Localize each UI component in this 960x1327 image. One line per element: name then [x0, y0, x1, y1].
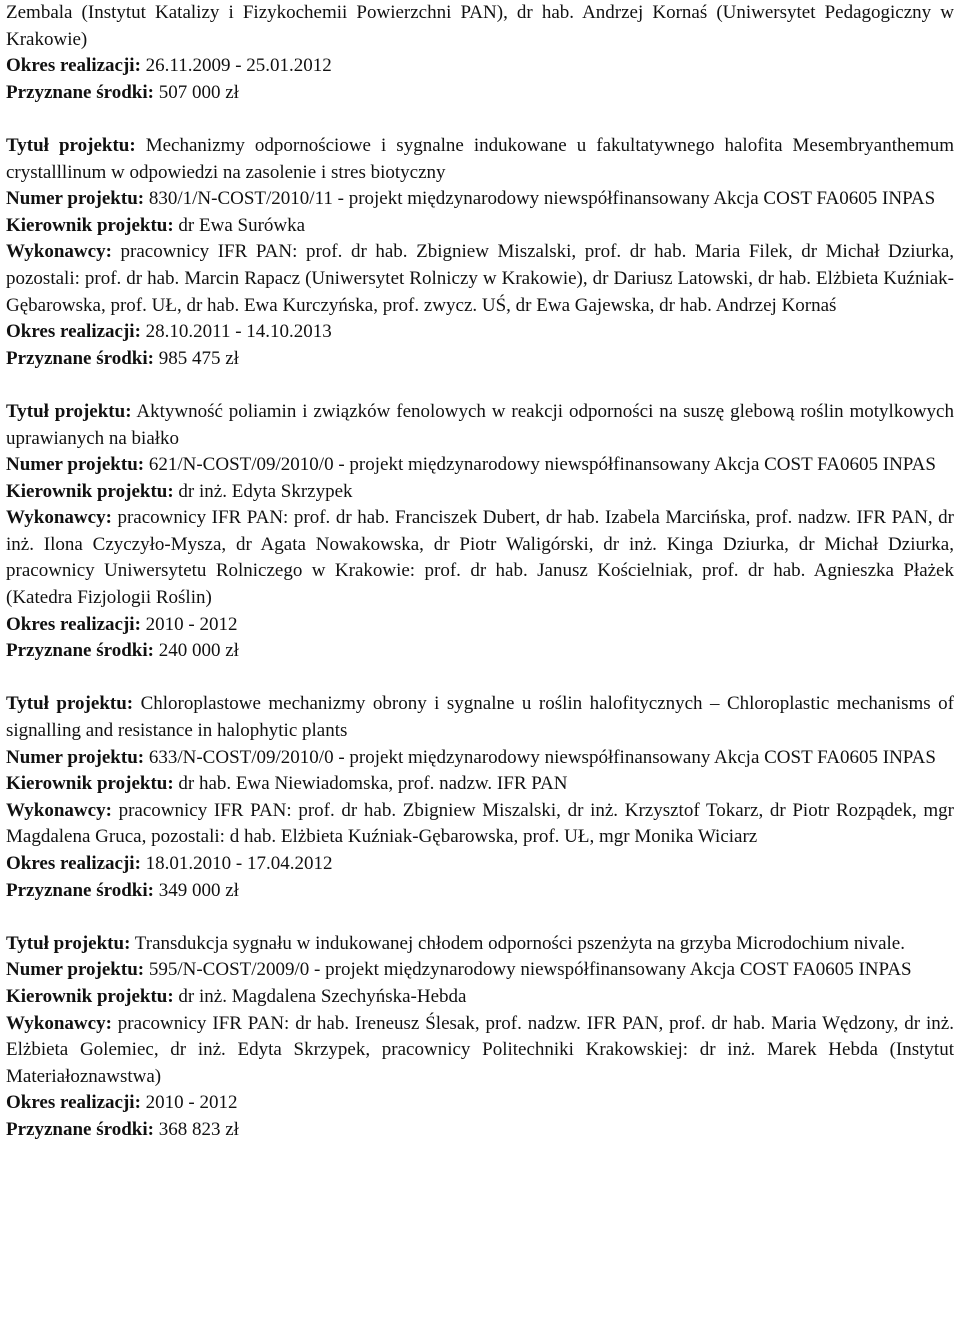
srodki-value: 507 000 zł: [153, 81, 239, 103]
numer-label: Numer projektu:: [6, 188, 145, 210]
project-period: [6, 319, 954, 346]
wykonawcy-value: pracownicy IFR PAN: prof. dr hab. Zbigniew Miszalski, dr inż. Krzysztof Tokarz, dr Piotr Rozpądek, mgr Magdalena Gruca, pozostali: d hab. Elżbieta Kuźniak-Gębarowska, prof. UŁ, mgr Monika Wiciarz: [6, 799, 954, 848]
srodki-label: Przyznane środki:: [6, 640, 154, 662]
project-manager: [6, 479, 954, 506]
project-entry: [6, 399, 954, 665]
project-entry: [6, 931, 954, 1144]
tytul-value: Transdukcja sygnału w indukowanej chłodem odporności pszenżyta na grzyba Microdochium nivale.: [130, 932, 905, 954]
wykonawcy-label: Wykonawcy:: [6, 799, 112, 821]
project-title: [6, 931, 954, 958]
project-title: [6, 133, 954, 186]
intro-wykonawcy-tail: Zembala (Instytut Katalizy i Fizykochemii Powierzchni PAN), dr hab. Andrzej Kornaś (Uniwersytet Pedagogiczny w Krakowie): [6, 2, 954, 50]
spacer: [6, 665, 954, 692]
tytul-value: Chloroplastowe mechanizmy obrony i sygnalne u roślin halofitycznych – Chloroplastic mechanisms of signalling and resistance in halophytic plants: [6, 693, 954, 742]
project-contractors: [6, 1011, 954, 1091]
srodki-label: Przyznane środki:: [6, 1118, 154, 1140]
project-period: [6, 612, 954, 639]
tytul-value: Mechanizmy odpornościowe i sygnalne indukowane u fakultatywnego halofita Mesembryanthemum crystalllinum w odpowiedzi na zasolenie i stres biotyczny: [6, 134, 955, 183]
project-title: [6, 691, 954, 744]
okres-value: 26.11.2009 - 25.01.2012: [140, 55, 332, 77]
okres-label: Okres realizacji:: [6, 613, 141, 635]
tytul-value: Aktywność poliamin i związków fenolowych w reakcji odporności na suszę glebową roślin motylkowych uprawianych na białko: [6, 400, 954, 449]
wykonawcy-label: Wykonawcy:: [6, 507, 112, 529]
project-contractors: [6, 798, 954, 851]
srodki-label: Przyznane środki:: [6, 81, 154, 103]
okres-label: Okres realizacji:: [6, 1092, 141, 1114]
srodki-value: 985 475 zł: [153, 347, 239, 369]
kierownik-label: Kierownik projektu:: [6, 480, 174, 502]
srodki-value: 368 823 zł: [153, 1118, 239, 1140]
okres-label: Okres realizacji:: [6, 55, 141, 77]
okres-label: Okres realizacji:: [6, 321, 141, 343]
project-period: [6, 851, 954, 878]
tytul-label: Tytuł projektu:: [6, 134, 136, 156]
wykonawcy-value: pracownicy IFR PAN: prof. dr hab. Zbigniew Miszalski, prof. dr hab. Maria Filek, dr Michał Dziurka, pozostali: prof. dr hab. Marcin Rapacz (Uniwersytet Rolniczy w Krakowie), dr Dariusz Latowski, dr hab. Elżbieta Kuźniak-Gębarowska, prof. UŁ, dr hab. Ewa Kurczyńska, prof. zwycz. UŚ, dr Ewa Gajewska, dr hab. Andrzej Kornaś: [6, 241, 954, 316]
wykonawcy-value: pracownicy IFR PAN: dr hab. Ireneusz Ślesak, prof. nadzw. IFR PAN, prof. dr hab. Maria Wędzony, dr inż. Elżbieta Golemiec, dr inż. Edyta Skrzypek, pracownicy Politechniki Krakowskiej: dr inż. Marek Hebda (Instytut Materiałoznawstwa): [6, 1012, 954, 1087]
numer-value: 633/N-COST/09/2010/0 - projekt międzynarodowy niewspółfinansowany Akcja COST FA0605 INPAS: [144, 746, 936, 768]
numer-value: 830/1/N-COST/2010/11 - projekt międzynarodowy niewspółfinansowany Akcja COST FA0605 INPAS: [144, 188, 936, 210]
wykonawcy-value: pracownicy IFR PAN: prof. dr hab. Franciszek Dubert, dr hab. Izabela Marcińska, prof. nadzw. IFR PAN, dr inż. Ilona Czyczyło-Mysza, dr Agata Nowakowska, dr Piotr Waligórski, dr inż. Kinga Dziurka, dr Michał Dziurka, pracownicy Uniwersytetu Rolniczego w Krakowie: prof. dr hab. Janusz Kościelniak, prof. dr hab. Agnieszka Płażek (Katedra Fizjologii Roślin): [6, 507, 954, 609]
okres-label: Okres realizacji:: [6, 853, 141, 874]
numer-label: Numer projektu:: [6, 454, 145, 476]
project-entry: [6, 133, 954, 372]
tytul-label: Tytuł projektu:: [6, 400, 132, 422]
project-funds: [6, 1117, 954, 1144]
project-title: [6, 399, 954, 452]
project-funds: [6, 638, 954, 665]
project-entry: [6, 691, 954, 904]
kierownik-label: Kierownik projektu:: [6, 985, 174, 1007]
kierownik-label: Kierownik projektu:: [6, 773, 174, 795]
project-contractors: [6, 239, 954, 319]
kierownik-value: dr inż. Magdalena Szechyńska-Hebda: [173, 985, 467, 1007]
wykonawcy-label: Wykonawcy:: [6, 241, 112, 263]
intro-srodki: [6, 80, 954, 107]
spacer: [6, 106, 954, 133]
numer-value: 595/N-COST/2009/0 - projekt międzynarodowy niewspółfinansowany Akcja COST FA0605 INPAS: [144, 959, 912, 981]
project-number: [6, 186, 954, 213]
srodki-label: Przyznane środki:: [6, 347, 154, 369]
srodki-value: 349 000 zł: [153, 879, 239, 901]
tytul-label: Tytuł projektu:: [6, 932, 131, 954]
srodki-label: Przyznane środki:: [6, 879, 154, 901]
kierownik-value: dr hab. Ewa Niewiadomska, prof. nadzw. IFR PAN: [173, 773, 568, 795]
intro-okres: [6, 53, 954, 80]
wykonawcy-label: Wykonawcy:: [6, 1012, 112, 1034]
project-manager: [6, 213, 954, 240]
project-number: [6, 452, 954, 479]
project-manager: [6, 771, 954, 798]
project-number: [6, 957, 954, 984]
numer-label: Numer projektu:: [6, 959, 145, 981]
project-period: [6, 1090, 954, 1117]
project-funds: [6, 346, 954, 373]
kierownik-label: Kierownik projektu:: [6, 214, 174, 236]
srodki-value: 240 000 zł: [153, 640, 239, 662]
okres-value: 28.10.2011 - 14.10.2013: [140, 321, 332, 343]
intro-block: [6, 0, 954, 106]
project-contractors: [6, 505, 954, 611]
numer-value: 621/N-COST/09/2010/0 - projekt międzynarodowy niewspółfinansowany Akcja COST FA0605 INPAS: [144, 454, 936, 476]
spacer: [6, 372, 954, 399]
project-manager: [6, 984, 954, 1011]
kierownik-value: dr inż. Edyta Skrzypek: [173, 480, 353, 502]
okres-value: 18.01.2010 - 17.04.2012: [140, 853, 333, 874]
kierownik-value: dr Ewa Surówka: [173, 214, 306, 236]
numer-label: Numer projektu:: [6, 746, 145, 768]
spacer: [6, 904, 954, 931]
project-number: [6, 745, 954, 772]
okres-value: 2010 - 2012: [140, 613, 238, 635]
okres-value: 2010 - 2012: [140, 1092, 238, 1114]
tytul-label: Tytuł projektu:: [6, 693, 134, 715]
project-funds: [6, 878, 954, 905]
